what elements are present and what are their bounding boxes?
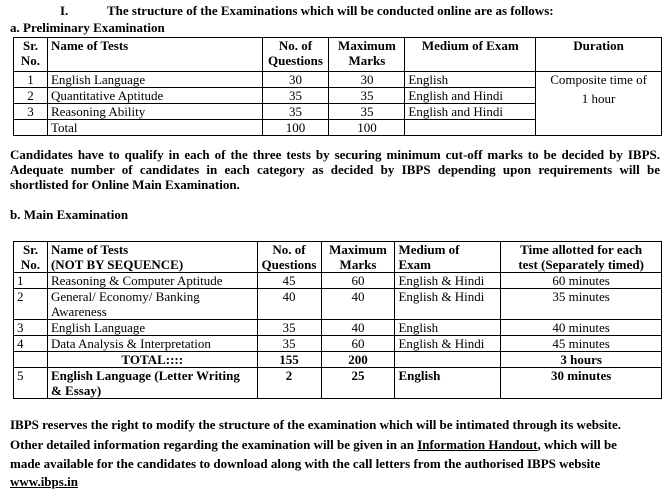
cell-medium: English and Hindi (405, 88, 536, 104)
cell-name: Reasoning Ability (47, 104, 262, 120)
col-medium: Medium of Exam (405, 38, 536, 72)
cell-name: Quantitative Aptitude (47, 88, 262, 104)
cell-medium: English (405, 72, 536, 88)
cell-name: Reasoning & Computer Aptitude (47, 273, 257, 289)
footer-line-3: made available for the candidates to download along with the call letters from the authorised IBPS website (10, 456, 601, 471)
cell-marks: 60 (321, 273, 395, 289)
cell-sr: 4 (14, 336, 48, 352)
section-title: The structure of the Examinations which will be conducted online are as follows: (107, 3, 554, 18)
cell-sr: 2 (14, 289, 48, 320)
cell-sr: 1 (14, 273, 48, 289)
table-header-row (14, 242, 662, 273)
cell-questions: 2 (257, 368, 321, 399)
section-number: I. (60, 3, 69, 18)
qualify-note: Candidates have to qualify in each of the three tests by securing minimum cut-off marks to be decided by IBPS. Adequate number of candidates in each category as decided by IBPS depending upon requirements will be shortlisted for Online Main Examination. (10, 147, 660, 192)
footer-line-2: Other detailed information regarding the examination will be given in an Information Handout, which will be (10, 437, 617, 452)
col-sr: Sr. No. (14, 242, 48, 273)
table-row (14, 72, 662, 88)
col-name: Name of Tests (NOT BY SEQUENCE) (47, 242, 257, 273)
cell-marks: 40 (321, 289, 395, 320)
cell-marks: 35 (329, 88, 405, 104)
cell-name: General/ Economy/ Banking Awareness (47, 289, 257, 320)
cell-marks: 100 (329, 120, 405, 136)
cell-sr (14, 120, 48, 136)
information-handout-link[interactable]: Information Handout (417, 437, 538, 452)
footer-line-1: IBPS reserves the right to modify the structure of the examination which will be intimated through its website. (10, 417, 621, 432)
table-row (14, 368, 662, 399)
cell-marks: 200 (321, 352, 395, 368)
col-marks: Maximum Marks (329, 38, 405, 72)
main-label: b. Main Examination (10, 207, 129, 222)
cell-name: English Language (47, 72, 262, 88)
table-total-row (14, 352, 662, 368)
col-questions: No. of Questions (257, 242, 321, 273)
cell-marks: 35 (329, 104, 405, 120)
cell-questions: 35 (262, 88, 329, 104)
cell-time: 45 minutes (501, 336, 662, 352)
cell-medium: English & Hindi (395, 289, 501, 320)
footer-line-4 (10, 474, 78, 489)
table-row (14, 336, 662, 352)
cell-sr: 3 (14, 104, 48, 120)
cell-questions: 100 (262, 120, 329, 136)
cell-sr: 2 (14, 88, 48, 104)
cell-questions: 40 (257, 289, 321, 320)
cell-marks: 60 (321, 336, 395, 352)
table-row (14, 273, 662, 289)
cell-name: English Language (Letter Writing & Essay) (47, 368, 257, 399)
cell-time: 3 hours (501, 352, 662, 368)
cell-marks: 40 (321, 320, 395, 336)
cell-time: 35 minutes (501, 289, 662, 320)
col-name: Name of Tests (47, 38, 262, 72)
cell-medium: English & Hindi (395, 273, 501, 289)
cell-medium (405, 120, 536, 136)
cell-name: English Language (47, 320, 257, 336)
cell-questions: 35 (262, 104, 329, 120)
cell-sr (14, 352, 48, 368)
prelim-table (13, 37, 662, 136)
col-marks: Maximum Marks (321, 242, 395, 273)
cell-marks: 30 (329, 72, 405, 88)
cell-questions: 35 (257, 336, 321, 352)
cell-medium: English (395, 368, 501, 399)
website-link[interactable]: www.ibps.in (10, 474, 78, 489)
cell-name: Total (47, 120, 262, 136)
cell-questions: 45 (257, 273, 321, 289)
col-time: Time allotted for each test (Separately timed) (501, 242, 662, 273)
cell-questions: 155 (257, 352, 321, 368)
cell-time: 60 minutes (501, 273, 662, 289)
cell-time: 30 minutes (501, 368, 662, 399)
cell-name: TOTAL:::: (47, 352, 257, 368)
cell-questions: 35 (257, 320, 321, 336)
table-row (14, 320, 662, 336)
cell-duration: Composite time of 1 hour (536, 72, 662, 136)
prelim-label: a. Preliminary Examination (10, 20, 165, 35)
col-sr: Sr. No. (14, 38, 48, 72)
cell-medium: English and Hindi (405, 104, 536, 120)
cell-questions: 30 (262, 72, 329, 88)
cell-marks: 25 (321, 368, 395, 399)
col-duration: Duration (536, 38, 662, 72)
cell-medium: English & Hindi (395, 336, 501, 352)
cell-time: 40 minutes (501, 320, 662, 336)
col-questions: No. of Questions (262, 38, 329, 72)
cell-medium (395, 352, 501, 368)
main-table (13, 241, 662, 399)
cell-medium: English (395, 320, 501, 336)
cell-sr: 3 (14, 320, 48, 336)
cell-sr: 5 (14, 368, 48, 399)
cell-sr: 1 (14, 72, 48, 88)
cell-name: Data Analysis & Interpretation (47, 336, 257, 352)
col-medium: Medium of Exam (395, 242, 501, 273)
table-header-row (14, 38, 662, 72)
table-row (14, 289, 662, 320)
